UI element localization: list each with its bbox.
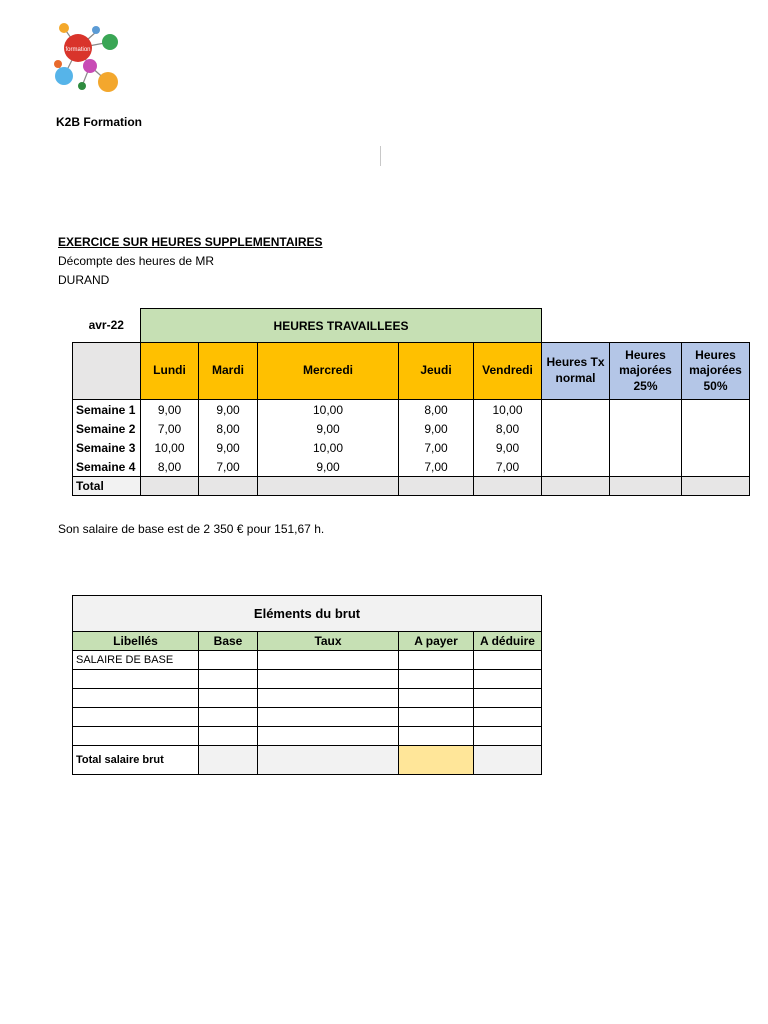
extra-hours-cell: [542, 438, 610, 457]
hours-group-header: HEURES TRAVAILLEES: [141, 309, 542, 343]
brut-total-cell: [258, 746, 399, 775]
logo-text: formation: [65, 47, 91, 53]
total-cell: [399, 477, 474, 496]
extra-hours-cell: [610, 438, 682, 457]
total-cell: [542, 477, 610, 496]
brut-total-cell: [199, 746, 258, 775]
exercise-line-2: DURAND: [58, 273, 110, 287]
brut-cell: [399, 651, 474, 670]
exercise-line-1: Décompte des heures de MR: [58, 254, 215, 268]
hours-cell: 8,00: [199, 419, 258, 438]
brut-col-header: A payer: [399, 632, 474, 651]
text-cursor: [380, 146, 381, 166]
brut-cell: [399, 727, 474, 746]
hours-cell: 9,00: [258, 419, 399, 438]
hours-cell: 8,00: [474, 419, 542, 438]
day-header: Mardi: [199, 343, 258, 400]
brut-total-cell: [474, 746, 542, 775]
hours-cell: 9,00: [141, 400, 199, 420]
day-header: Vendredi: [474, 343, 542, 400]
total-cell: [610, 477, 682, 496]
brut-cell: [199, 689, 258, 708]
week-label: Semaine 3: [73, 438, 141, 457]
hours-cell: 9,00: [199, 438, 258, 457]
week-label: Semaine 1: [73, 400, 141, 420]
extra-header: Heures Tx normal: [542, 343, 610, 400]
extra-hours-cell: [682, 400, 750, 420]
hours-cell: 10,00: [141, 438, 199, 457]
extra-header: Heures majorées 50%: [682, 343, 750, 400]
week-row: [73, 457, 750, 477]
hours-cell: 10,00: [258, 400, 399, 420]
week-row: [73, 400, 750, 420]
brut-cell: [199, 670, 258, 689]
brut-cell: [474, 689, 542, 708]
extra-hours-cell: [682, 457, 750, 477]
hours-table: [72, 308, 750, 496]
extra-hours-cell: [542, 400, 610, 420]
brut-row: [73, 708, 542, 727]
brut-col-header: Libellés: [73, 632, 199, 651]
brut-row-label: [73, 708, 199, 727]
molecule-logo-icon: [52, 20, 124, 100]
brut-total-label: Total salaire brut: [73, 746, 199, 775]
total-cell: [199, 477, 258, 496]
brut-row: [73, 651, 542, 670]
brut-row-label: SALAIRE DE BASE: [73, 651, 199, 670]
extra-hours-cell: [682, 419, 750, 438]
brut-cell: [474, 708, 542, 727]
extra-hours-cell: [682, 438, 750, 457]
hours-cell: 7,00: [474, 457, 542, 477]
brut-row-label: [73, 670, 199, 689]
extra-hours-cell: [610, 400, 682, 420]
total-cell: [141, 477, 199, 496]
brut-row: [73, 727, 542, 746]
brut-cell: [199, 727, 258, 746]
day-header: Lundi: [141, 343, 199, 400]
hours-cell: 9,00: [258, 457, 399, 477]
total-cell: [682, 477, 750, 496]
exercise-title: EXERCICE SUR HEURES SUPPLEMENTAIRES: [58, 235, 323, 249]
hours-cell: 8,00: [399, 400, 474, 420]
corner-cell: [73, 343, 141, 400]
brut-row-label: [73, 727, 199, 746]
hours-cell: 9,00: [474, 438, 542, 457]
brut-cell: [399, 689, 474, 708]
brut-row: [73, 670, 542, 689]
brut-total-payer: [399, 746, 474, 775]
salary-text: Son salaire de base est de 2 350 € pour 151,67 h.: [58, 522, 325, 536]
hours-cell: 9,00: [199, 400, 258, 420]
brut-cell: [399, 708, 474, 727]
brut-cell: [474, 670, 542, 689]
total-label: Total: [73, 477, 141, 496]
extra-header: Heures majorées 25%: [610, 343, 682, 400]
hours-cell: 8,00: [141, 457, 199, 477]
hours-cell: 9,00: [399, 419, 474, 438]
brut-cell: [258, 670, 399, 689]
hours-cell: 10,00: [258, 438, 399, 457]
brut-cell: [258, 651, 399, 670]
brut-title: Eléments du brut: [73, 596, 542, 632]
brut-row: [73, 689, 542, 708]
company-logo: [52, 20, 124, 100]
extra-hours-cell: [610, 457, 682, 477]
hours-cell: 10,00: [474, 400, 542, 420]
brut-cell: [199, 651, 258, 670]
extra-hours-cell: [610, 419, 682, 438]
brut-col-header: A déduire: [474, 632, 542, 651]
brut-cell: [474, 727, 542, 746]
week-label: Semaine 2: [73, 419, 141, 438]
day-header: Jeudi: [399, 343, 474, 400]
hours-cell: 7,00: [399, 457, 474, 477]
week-row: [73, 438, 750, 457]
brut-cell: [199, 708, 258, 727]
total-cell: [258, 477, 399, 496]
brut-cell: [399, 670, 474, 689]
brut-row-label: [73, 689, 199, 708]
brut-cell: [258, 708, 399, 727]
brut-table: [72, 595, 542, 775]
extra-hours-cell: [542, 457, 610, 477]
hours-cell: 7,00: [141, 419, 199, 438]
week-row: [73, 419, 750, 438]
brut-cell: [258, 727, 399, 746]
company-name: K2B Formation: [56, 115, 143, 129]
hours-cell: 7,00: [399, 438, 474, 457]
brut-col-header: Taux: [258, 632, 399, 651]
month-label: avr-22: [88, 318, 124, 333]
day-header: Mercredi: [258, 343, 399, 400]
brut-cell: [258, 689, 399, 708]
extra-hours-cell: [542, 419, 610, 438]
brut-cell: [474, 651, 542, 670]
week-label: Semaine 4: [73, 457, 141, 477]
brut-col-header: Base: [199, 632, 258, 651]
total-cell: [474, 477, 542, 496]
hours-cell: 7,00: [199, 457, 258, 477]
